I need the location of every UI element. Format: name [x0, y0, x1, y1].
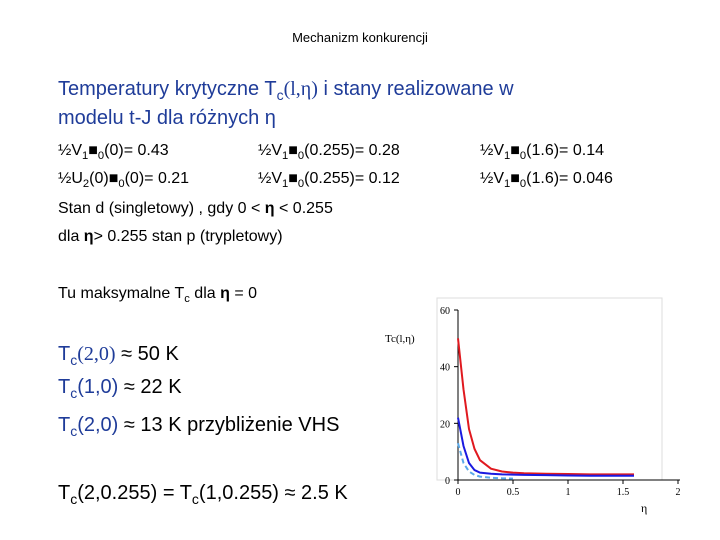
v-sub: 0	[297, 149, 305, 162]
v-sub: 2	[82, 177, 90, 190]
eta-symbol: η	[220, 285, 230, 302]
v-value: (0)= 0.21	[124, 170, 190, 187]
x-axis-label: η	[641, 501, 648, 515]
tc-args: (1,0)	[77, 376, 119, 398]
series-line-1	[458, 338, 634, 474]
tc-sub: c	[70, 384, 78, 401]
x-tick-label: 0.5	[506, 487, 520, 498]
heading-line-2: modelu t-J dla różnych η	[58, 107, 276, 129]
tc-args: (2,0)	[77, 343, 116, 365]
state-d-range: < 0.255	[274, 200, 333, 217]
v-text: ½V	[258, 142, 283, 159]
eta-symbol: η	[83, 228, 94, 245]
max-sub: c	[184, 292, 190, 305]
max-suffix: = 0	[229, 285, 258, 302]
v-text: ½V	[258, 170, 283, 187]
tc-value: ≈ 50 K	[115, 343, 179, 365]
tc-symbol: T	[58, 343, 71, 365]
tc-value: ≈ 22 K	[118, 376, 182, 398]
value-r2c3	[480, 170, 613, 188]
state-p-line	[58, 228, 283, 246]
v-value: (1.6)= 0.14	[526, 142, 604, 159]
max-mid: dla	[189, 285, 221, 302]
max-line	[58, 285, 257, 303]
v-symbol: ■	[288, 170, 298, 187]
v-sub: 0	[297, 177, 305, 190]
state-p-range: > 0.255 stan p (trypletowy)	[93, 228, 283, 245]
v-text: ½V	[480, 142, 505, 159]
final-end: (1,0.255) ≈ 2.5 K	[198, 482, 348, 504]
x-tick-label: 2	[675, 487, 681, 498]
final-mid: (2,0.255) = T	[77, 482, 192, 504]
v-sub: 1	[282, 177, 289, 190]
value-r2c2	[258, 170, 400, 188]
v-text: ½V	[480, 170, 505, 187]
final-sub2: c	[191, 490, 199, 507]
y-tick-label: 0	[445, 476, 450, 487]
v-text: ½U	[58, 170, 83, 187]
tc-note: przybliżenie VHS	[181, 414, 340, 436]
chart-title: Tc(l,η)	[385, 333, 415, 345]
v-sub: 0	[519, 149, 527, 162]
max-text: Tu maksymalne T	[58, 285, 185, 302]
final-line	[58, 482, 348, 505]
final-t1: T	[58, 482, 71, 504]
tc-symbol: T	[58, 376, 71, 398]
heading-args: (l,η)	[283, 78, 318, 100]
v-value: (0.255)= 0.12	[304, 170, 400, 187]
plot-area	[437, 298, 662, 480]
v-sub: 1	[504, 177, 511, 190]
value-r1c1	[58, 142, 169, 160]
v-sub: 1	[504, 149, 511, 162]
value-r1c3	[480, 142, 604, 160]
tc-line-1	[58, 343, 179, 366]
slide-title: Mechanizm konkurencji	[292, 30, 428, 45]
x-tick-label: 1.5	[616, 487, 630, 498]
v-symbol: ■	[510, 142, 520, 159]
v-value: (0.255)= 0.28	[304, 142, 400, 159]
tc-symbol: T	[58, 414, 71, 436]
tc-sub: c	[70, 351, 78, 368]
v-symbol: ■	[288, 142, 298, 159]
v-symbol: (0)■	[89, 170, 119, 187]
v-symbol: ■	[510, 170, 520, 187]
value-r2c1	[58, 170, 189, 188]
x-tick-label: 1	[565, 487, 571, 498]
heading-text-a: Temperatury krytyczne T	[58, 78, 277, 100]
v-value: (1.6)= 0.046	[526, 170, 613, 187]
state-p-text: dla	[58, 228, 84, 245]
v-sub: 1	[82, 149, 89, 162]
y-tick-label: 40	[440, 362, 450, 374]
x-tick-label: 0	[455, 487, 461, 498]
heading-text-b: i stany realizowane w	[317, 78, 514, 100]
heading-sub: c	[276, 86, 284, 103]
tc-line-2	[58, 376, 182, 399]
tc-value: ≈ 13 K	[118, 414, 182, 436]
tc-args: (2,0)	[77, 414, 119, 436]
eta-symbol: η	[264, 200, 275, 217]
v-text: ½V	[58, 142, 83, 159]
tc-line-3	[58, 414, 339, 437]
series-line-2	[458, 418, 634, 476]
v-sub: 0	[97, 149, 105, 162]
value-r1c2	[258, 142, 400, 160]
y-tick-label: 60	[440, 306, 450, 317]
tc-sub: c	[70, 422, 78, 439]
v-sub: 1	[282, 149, 289, 162]
state-d-line	[58, 200, 333, 218]
v-value: (0)= 0.43	[104, 142, 169, 159]
state-d-text: Stan d (singletowy) , gdy 0 <	[58, 200, 265, 217]
y-tick-label: 20	[440, 419, 450, 431]
v-sub: 0	[519, 177, 527, 190]
final-sub1: c	[70, 490, 78, 507]
heading-line-1	[58, 78, 514, 101]
v-symbol: ■	[88, 142, 98, 159]
v-sub: 0	[118, 177, 125, 190]
tc-chart	[375, 290, 705, 530]
